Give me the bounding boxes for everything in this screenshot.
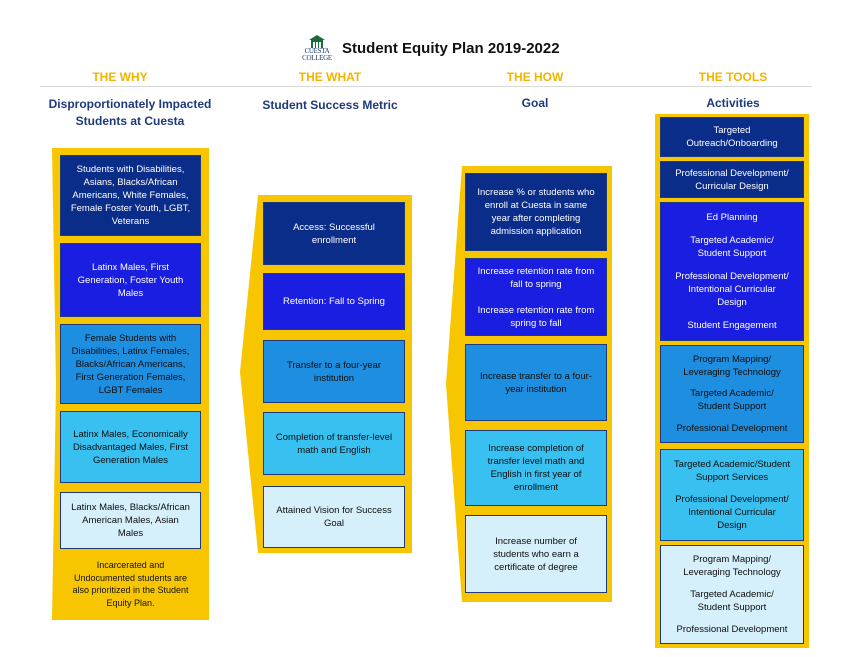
activity-text: Professional Development <box>676 623 788 635</box>
how-box-3: Increase transfer to a four- year institution <box>465 344 607 421</box>
activity-text: Professional Development <box>676 422 788 434</box>
heading-how: THE HOW <box>506 70 564 84</box>
subheading-why: Disproportionately Impacted Students at Cuesta <box>48 97 212 128</box>
activity-text: Ed Planning <box>706 212 758 223</box>
tools-box-1 <box>660 117 804 157</box>
tools-box-6 <box>660 545 804 644</box>
subheading-what: Student Success Metric <box>262 98 398 112</box>
how-box-2: Increase retention rate from fall to spring Increase retention rate from spring to fall <box>465 258 607 336</box>
heading-tools: THE TOOLS <box>698 70 768 84</box>
subheading-tools: Activities <box>706 96 760 110</box>
heading-why: THE WHY <box>92 70 148 84</box>
how-box-4: Increase completion of transfer level math and English in first year of enrollment <box>465 430 607 506</box>
how-box-1: Increase % or students who enroll at Cuesta in same year after completing admission application <box>465 173 607 251</box>
what-box-2: Retention: Fall to Spring <box>263 273 405 330</box>
tools-box-4 <box>660 345 804 443</box>
why-box-2: Latinx Males, First Generation, Foster Youth Males <box>60 243 201 317</box>
tools-box-3 <box>660 202 804 341</box>
tools-box-5 <box>660 449 804 541</box>
activity-text: Professional Development/ Curricular Design <box>675 167 789 192</box>
activity-text: Student Engagement <box>687 320 777 331</box>
why-box-3: Female Students with Disabilities, Latinx Females, Blacks/African Americans, First Generation Females, LGBT Females <box>60 324 201 404</box>
activity-text: Targeted Academic/ Student Support <box>690 388 774 413</box>
activity-text: Professional Development/ Intentional Curricular Design <box>675 494 789 532</box>
what-box-3: Transfer to a four-year institution <box>263 340 405 403</box>
activity-text: Targeted Outreach/Onboarding <box>686 125 778 149</box>
what-box-4: Completion of transfer-level math and English <box>263 412 405 475</box>
subheading-how: Goal <box>521 96 549 110</box>
what-box-5: Attained Vision for Success Goal <box>263 486 405 548</box>
activity-text: Program Mapping/ Leveraging Technology <box>683 554 781 579</box>
why-box-4: Latinx Males, Economically Disadvantaged Males, First Generation Males <box>60 411 201 483</box>
what-box-1: Access: Successful enrollment <box>263 202 405 265</box>
activity-text: Program Mapping/ Leveraging Technology <box>683 354 781 379</box>
page-title: Student Equity Plan 2019-2022 <box>342 39 560 57</box>
why-box-1: Students with Disabilities, Asians, Blacks/African Americans, White Females, Female Foster Youth, LGBT, Veterans <box>60 155 201 236</box>
why-note: Incarcerated and Undocumented students are also prioritized in the Student Equity Plan. <box>72 560 189 608</box>
activity-text: Targeted Academic/ Student Support <box>690 235 774 259</box>
how-box-5: Increase number of students who earn a certificate of degree <box>465 515 607 593</box>
logo-text: CUESTA COLLEGE <box>302 47 332 62</box>
why-box-5: Latinx Males, Blacks/African American Males, Asian Males <box>60 492 201 549</box>
activity-text: Targeted Academic/ Student Support <box>690 588 774 613</box>
activity-text: Professional Development/ Intentional Curricular Design <box>675 271 789 308</box>
activity-text: Targeted Academic/Student Support Services <box>673 458 791 483</box>
heading-what: THE WHAT <box>298 70 362 84</box>
tools-box-2 <box>660 161 804 198</box>
